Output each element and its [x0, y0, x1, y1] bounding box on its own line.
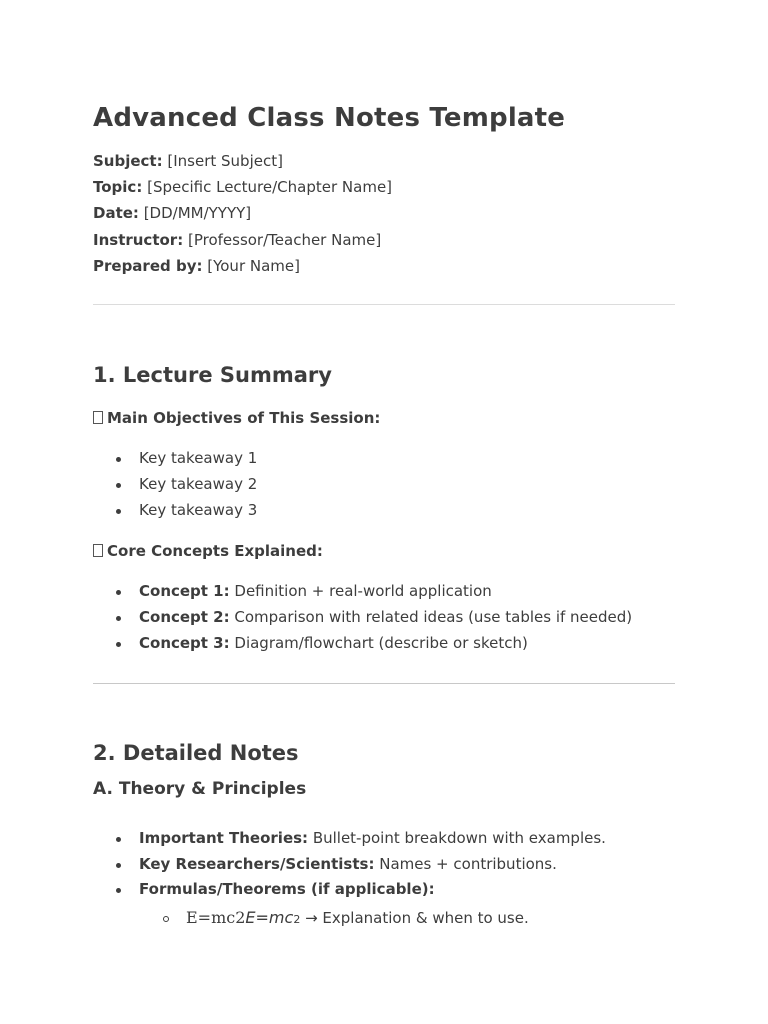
meta-value: [DD/MM/YYYY] — [138, 204, 252, 223]
list-item — [93, 631, 675, 657]
meta-value: [Specific Lecture/Chapter Name] — [142, 178, 393, 197]
hollow-bullet-icon — [163, 916, 169, 922]
list-item: Key takeaway 3 — [93, 498, 675, 524]
item-label: Formulas/Theorems (if applicable): — [139, 880, 435, 899]
item-label: Concept 3: — [139, 634, 230, 652]
concepts-heading — [93, 540, 675, 562]
list-item: Key takeaway 2 — [93, 472, 675, 498]
meta-label: Prepared by: — [93, 256, 203, 275]
divider — [93, 683, 675, 684]
item-label: Important Theories: — [139, 828, 309, 847]
section-heading-lecture-summary: 1. Lecture Summary — [93, 363, 332, 388]
meta-label: Topic: — [93, 178, 143, 197]
item-text: Names + contributions. — [374, 854, 557, 873]
formula-plain-text: E=mc2 — [186, 908, 246, 928]
list-item — [93, 579, 675, 605]
meta-label: Subject: — [93, 152, 163, 170]
objectives-heading — [93, 407, 675, 429]
meta-prepared-by — [93, 253, 675, 279]
item-label: Concept 1: — [139, 582, 230, 601]
theory-list — [93, 826, 675, 903]
concepts-list — [93, 579, 675, 656]
formula-explanation: → Explanation & when to use. — [300, 909, 529, 928]
list-item: Key takeaway 1 — [93, 446, 675, 472]
objectives-heading-text: Main Objectives of This Session: — [107, 409, 381, 428]
meta-label: Instructor: — [93, 230, 184, 249]
item-label: Concept 2: — [139, 608, 230, 627]
divider — [93, 304, 675, 305]
item-text: Diagram/flowchart (describe or sketch) — [229, 634, 528, 652]
list-item — [93, 605, 675, 631]
item-text: Comparison with related ideas (use tables if needed) — [229, 608, 633, 627]
meta-label: Date: — [93, 204, 139, 223]
formula-italic-text: E=mc — [245, 908, 294, 928]
missing-glyph-icon — [93, 544, 103, 557]
item-text: Definition + real-world application — [229, 582, 492, 601]
section-heading-detailed-notes: 2. Detailed Notes — [93, 740, 299, 765]
formula-item — [93, 903, 675, 935]
meta-value: [Insert Subject] — [162, 152, 283, 170]
item-text: Bullet-point breakdown with examples. — [308, 828, 606, 847]
missing-glyph-icon — [93, 411, 103, 424]
meta-instructor — [93, 227, 675, 253]
concepts-heading-text: Core Concepts Explained: — [107, 542, 323, 561]
list-item — [93, 826, 675, 852]
meta-value: [Professor/Teacher Name] — [183, 230, 382, 249]
meta-subject — [93, 148, 675, 174]
meta-block — [93, 148, 675, 279]
meta-topic — [93, 174, 675, 200]
meta-date — [93, 200, 675, 226]
document-title: Advanced Class Notes Template — [93, 103, 566, 133]
objectives-list — [93, 446, 675, 523]
document-content — [93, 99, 675, 935]
list-item — [93, 877, 675, 903]
subsection-heading-theory: A. Theory & Principles — [93, 778, 307, 799]
formula-superscript: 2 — [293, 913, 301, 927]
meta-value: [Your Name] — [202, 256, 300, 275]
item-label: Key Researchers/Scientists: — [139, 854, 375, 873]
list-item — [93, 852, 675, 878]
